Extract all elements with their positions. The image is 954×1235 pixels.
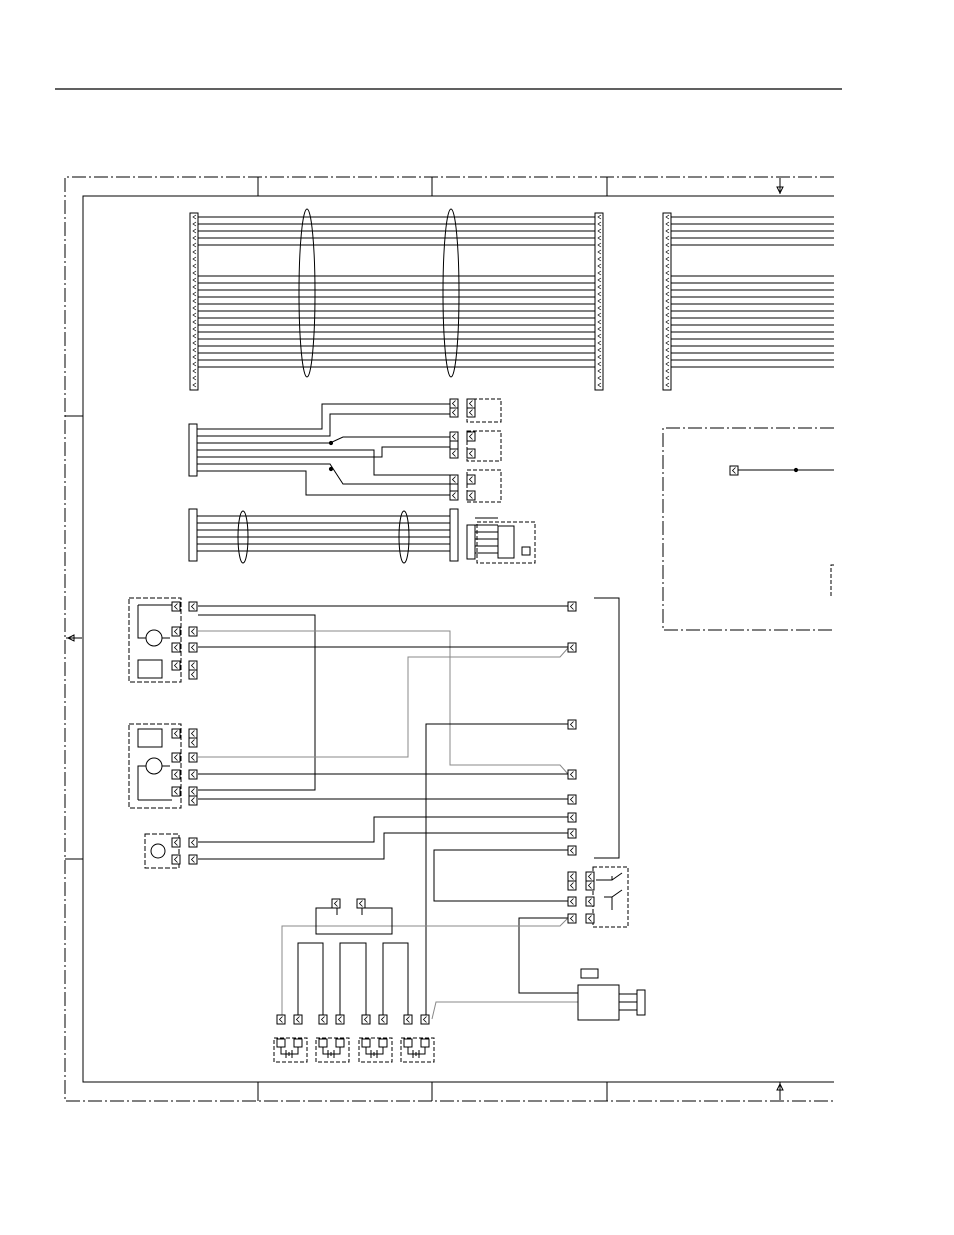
battery-terminal	[421, 1039, 429, 1047]
battery-terminal	[294, 1039, 302, 1047]
terminal-blocks	[172, 399, 594, 1024]
terminal-block	[172, 787, 180, 796]
battery-terminal	[362, 1039, 370, 1047]
terminal-block	[568, 602, 576, 611]
terminal-block	[450, 408, 458, 417]
terminal-block	[404, 1015, 412, 1024]
terminal-block	[467, 475, 475, 484]
terminal-block	[586, 897, 594, 906]
terminal-block	[189, 729, 197, 738]
terminal-block	[189, 855, 197, 864]
shield-ellipse	[443, 209, 459, 377]
connector-block	[189, 424, 197, 476]
connector-block	[450, 509, 458, 561]
battery-terminal	[336, 1039, 344, 1047]
terminal-block	[189, 661, 197, 670]
terminal-block	[450, 432, 458, 441]
battery-cell	[281, 1047, 298, 1058]
terminal-block	[467, 399, 475, 408]
terminal-block	[421, 1015, 429, 1024]
terminal-block	[189, 602, 197, 611]
terminal-block	[189, 643, 197, 652]
terminal-block	[467, 408, 475, 417]
frame-arrow-left	[66, 635, 82, 641]
terminal-block	[568, 795, 576, 804]
main-harness	[190, 209, 834, 390]
control-module	[578, 969, 645, 1020]
terminal-block	[189, 787, 197, 796]
frame-arrow-bottom	[777, 1082, 783, 1100]
relay-group	[189, 399, 535, 563]
terminal-block	[568, 829, 576, 838]
terminal-block	[332, 899, 340, 908]
terminal-block	[450, 449, 458, 458]
terminal-block	[172, 855, 180, 864]
terminal-block	[467, 491, 475, 500]
battery-terminal	[404, 1039, 412, 1047]
terminal-block	[450, 491, 458, 500]
terminal-block	[277, 1015, 285, 1024]
terminal-block	[172, 770, 180, 779]
signal-wiring	[198, 598, 619, 1019]
battery-units	[274, 1038, 434, 1062]
terminal-block	[379, 1015, 387, 1024]
terminal-block	[336, 1015, 344, 1024]
battery-terminal	[277, 1039, 285, 1047]
battery-terminal	[379, 1039, 387, 1047]
terminal-block	[586, 881, 594, 890]
terminal-block	[189, 770, 197, 779]
terminal-block	[568, 720, 576, 729]
shield-ellipse	[299, 209, 315, 377]
terminal-block	[172, 643, 180, 652]
terminal-block	[450, 475, 458, 484]
terminal-block	[189, 738, 197, 747]
terminal-block	[568, 813, 576, 822]
terminal-block	[467, 449, 475, 458]
relay-switch	[593, 867, 628, 927]
battery-terminal	[319, 1039, 327, 1047]
terminal-block	[586, 872, 594, 881]
battery-cell	[366, 1047, 383, 1058]
terminal-block	[357, 899, 365, 908]
terminal-block	[319, 1015, 327, 1024]
terminal-block	[189, 670, 197, 679]
terminal-block	[294, 1015, 302, 1024]
battery-cell	[323, 1047, 340, 1058]
terminal-block	[568, 914, 576, 923]
terminal-block	[172, 627, 180, 636]
terminal-block	[172, 753, 180, 762]
terminal-block	[189, 796, 197, 805]
terminal-block	[172, 661, 180, 670]
terminal-block	[172, 729, 180, 738]
terminal-block	[189, 627, 197, 636]
terminal-block	[568, 846, 576, 855]
terminal-block	[172, 602, 180, 611]
terminal-block	[467, 432, 475, 441]
harness-wires	[193, 215, 834, 387]
terminal-block	[568, 881, 576, 890]
terminal-block	[362, 1015, 370, 1024]
terminal-block	[568, 643, 576, 652]
terminal-block	[568, 897, 576, 906]
battery-cell	[408, 1047, 425, 1058]
terminal-block	[172, 838, 180, 847]
terminal-block	[189, 753, 197, 762]
remote-enclosure	[663, 428, 834, 630]
terminal-block	[568, 872, 576, 881]
terminal-block	[450, 399, 458, 408]
connector-block	[189, 509, 197, 561]
terminal-block	[189, 838, 197, 847]
frame-arrow-top	[777, 178, 783, 194]
terminal-block	[586, 914, 594, 923]
terminal-block	[568, 770, 576, 779]
